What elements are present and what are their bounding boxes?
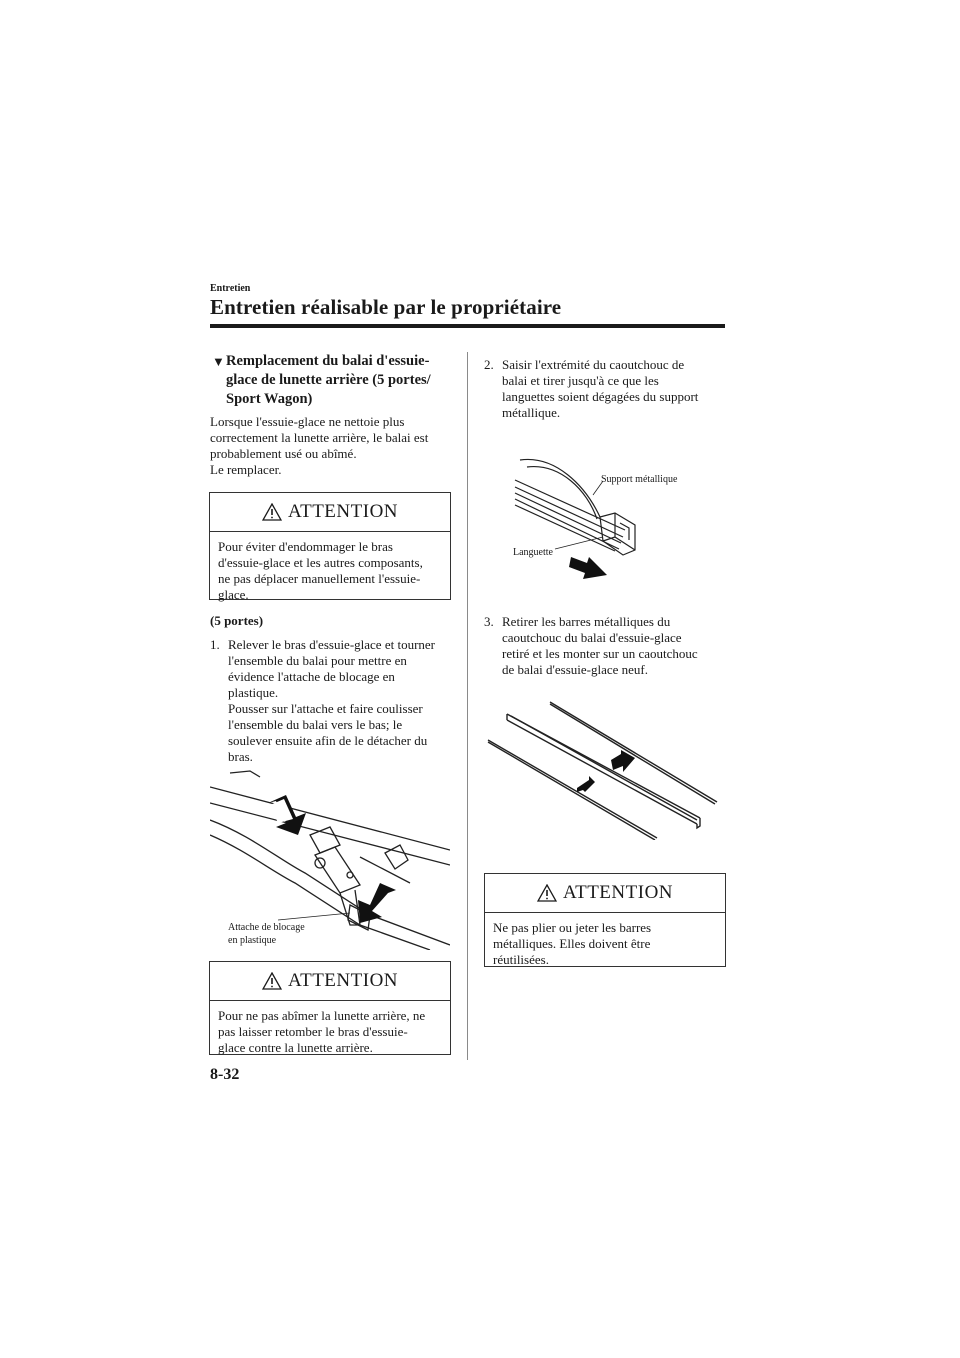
attention-header xyxy=(210,493,450,532)
column-divider xyxy=(467,352,468,1060)
step-text: Relever le bras d'essuie-glace et tourner l'ensemble du balai pour mettre en évidence l'attache de blocage en plastique. Pousser sur l'attache et faire coulisser l'ensemble du balai vers le bas; le soulever ensuite afin de le détacher du bras. xyxy=(228,637,435,764)
step-number: 1. xyxy=(210,637,220,652)
warning-triangle-icon xyxy=(262,972,282,990)
section-label: Entretien xyxy=(210,283,251,294)
triangle-marker-icon: ▼ xyxy=(212,354,225,369)
attention-box-1 xyxy=(209,492,451,600)
push-arrow-icon xyxy=(358,883,396,923)
step-number: 3. xyxy=(484,614,494,629)
attention-header xyxy=(485,874,725,913)
step-3 xyxy=(484,614,724,678)
attention-title: ATTENTION xyxy=(287,970,399,991)
attention-header xyxy=(210,962,450,1001)
attention-title: ATTENTION xyxy=(287,501,399,522)
section-heading xyxy=(212,352,457,409)
attention-title: ATTENTION xyxy=(562,882,674,903)
warning-triangle-icon xyxy=(262,503,282,521)
attention-text: Pour éviter d'endommager le bras d'essuie-glace et les autres composants, ne pas déplacer manuellement l'essuie- glace. xyxy=(218,539,423,602)
title-rule xyxy=(210,324,725,328)
push-arrow-icon xyxy=(569,557,607,579)
figure-label-lock-clip-1: Attache de blocage xyxy=(228,922,305,933)
push-arrow-icon xyxy=(268,795,306,835)
step-2 xyxy=(484,357,724,421)
page-title: Entretien réalisable par le propriétaire xyxy=(210,295,562,319)
attention-text: Ne pas plier ou jeter les barres métalliques. Elles doivent être réutilisées. xyxy=(493,920,652,967)
subheading-5-portes: (5 portes) xyxy=(210,613,264,628)
step-1 xyxy=(210,637,455,765)
warning-triangle-icon xyxy=(537,884,557,902)
metal-bars-illustration xyxy=(485,700,725,840)
intro-paragraph: Lorsque l'essuie-glace ne nettoie plus correctement la lunette arrière, le balai est probablement usé ou abîmé. Le remplacer. xyxy=(210,414,429,477)
page-number: 8-32 xyxy=(210,1066,240,1083)
step-text: Retirer les barres métalliques du caoutchouc du balai d'essuie-glace retiré et les monter sur un caoutchouc de balai d'essuie-glace neuf. xyxy=(502,614,698,677)
step-text: Saisir l'extrémité du caoutchouc de balai et tirer jusqu'à ce que les languettes soient dégagées du support métallique. xyxy=(502,357,699,420)
figure-label-support: Support métallique xyxy=(601,474,678,485)
attention-text: Pour ne pas abîmer la lunette arrière, ne pas laisser retomber le bras d'essuie- glace contre la lunette arrière. xyxy=(218,1008,426,1055)
figure-label-lock-clip-2: en plastique xyxy=(228,935,277,946)
step-number: 2. xyxy=(484,357,494,372)
attention-box-2 xyxy=(209,961,451,1055)
attention-box-3 xyxy=(484,873,726,967)
section-heading-text: Remplacement du balai d'essuie-glace de lunette arrière (5 portes/ Sport Wagon) xyxy=(226,353,431,407)
figure-label-languette: Languette xyxy=(513,547,553,558)
push-arrow-icon xyxy=(577,776,595,792)
blade-support-illustration xyxy=(505,445,705,585)
